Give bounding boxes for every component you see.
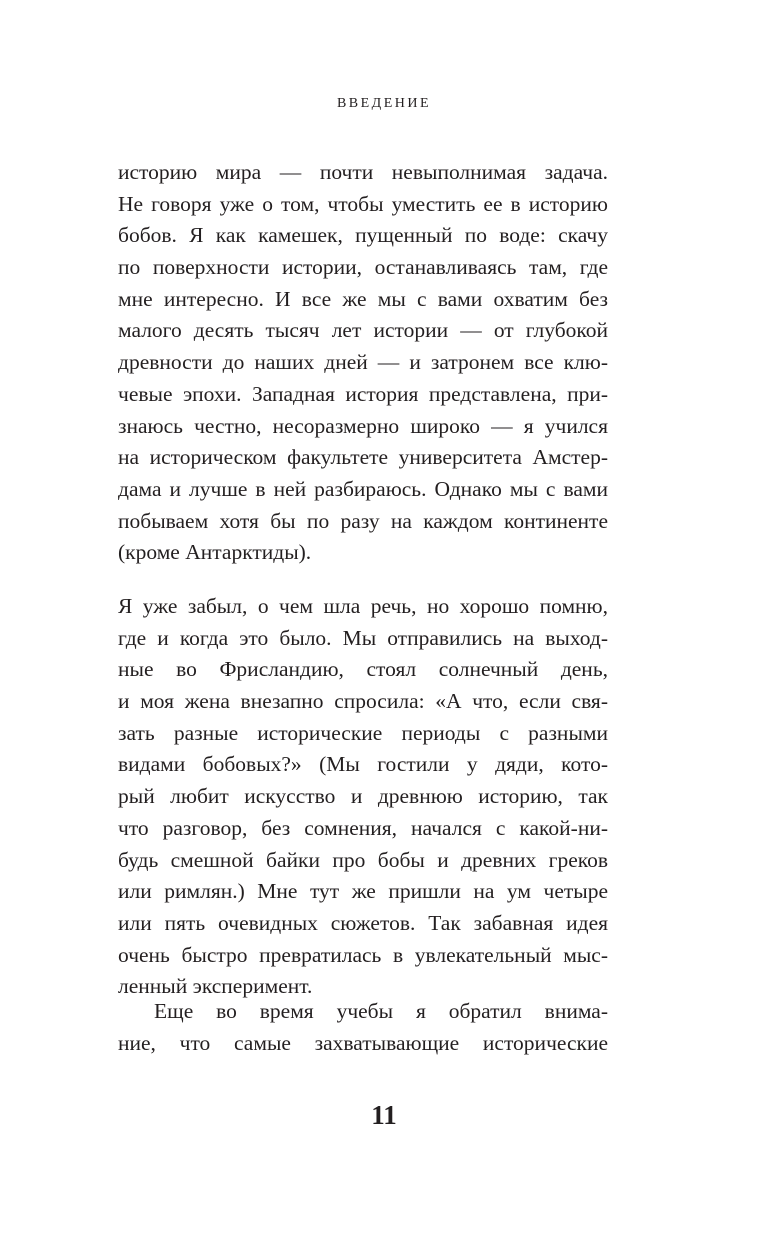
text-line: мне интересно. И все же мы с вами охватим без <box>118 286 608 311</box>
text-line: что разговор, без сомнения, начался с какой-ни- <box>118 815 608 840</box>
text-line: видами бобовых?» (Мы гостили у дяди, кото- <box>118 752 608 777</box>
text-line: где и когда это было. Мы отправились на выход- <box>118 625 608 650</box>
text-line: историю мира — почти невыполнимая задача. <box>118 160 608 184</box>
text-line: Еще во время учебы я обратил внима- <box>154 999 608 1023</box>
text-line: и моя жена внезапно спросила: «А что, если свя- <box>118 689 608 714</box>
text-line: на историческом факультете университета Амстер- <box>118 445 608 470</box>
text-line: Я уже забыл, о чем шла речь, но хорошо помню, <box>118 594 608 618</box>
text-line: зать разные исторические периоды с разными <box>118 720 608 745</box>
text-line: древности до наших дней — и затронем все клю- <box>118 350 608 375</box>
paragraph-2 <box>118 591 608 1003</box>
text-line: по поверхности истории, останавливаясь там, где <box>118 255 608 280</box>
text-line: малого десять тысяч лет истории — от глубокой <box>118 318 608 343</box>
text-line: дама и лучше в ней разбираюсь. Однако мы с вами <box>118 476 608 501</box>
text-line: ные во Фрисландию, стоял солнечный день, <box>118 657 608 682</box>
text-line: будь смешной байки про бобы и древних греков <box>118 847 608 872</box>
text-line: чевые эпохи. Западная история представлена, при- <box>118 381 608 406</box>
text-line: побываем хотя бы по разу на каждом континенте <box>118 508 608 533</box>
text-line: рый любит искусство и древнюю историю, так <box>118 784 608 809</box>
paragraph-1 <box>118 157 608 569</box>
text-line: бобов. Я как камешек, пущенный по воде: скачу <box>118 223 608 248</box>
text-line: ние, что самые захватывающие исторические <box>118 1030 608 1055</box>
text-line: ленный эксперимент. <box>118 974 313 999</box>
paragraph-3 <box>118 996 608 1059</box>
text-line: очень быстро превратилась в увлекательный мыс- <box>118 942 608 967</box>
text-line: или римлян.) Мне тут же пришли на ум четыре <box>118 879 608 904</box>
running-header: ВВЕДЕНИЕ <box>336 96 432 111</box>
page-number: 11 <box>371 1100 397 1130</box>
text-line: или пять очевидных сюжетов. Так забавная идея <box>118 910 608 935</box>
text-line: (кроме Антарктиды). <box>118 540 312 565</box>
text-line: Не говоря уже о том, чтобы уместить ее в историю <box>118 191 608 216</box>
text-line: знаюсь честно, несоразмерно широко — я учился <box>118 413 608 438</box>
